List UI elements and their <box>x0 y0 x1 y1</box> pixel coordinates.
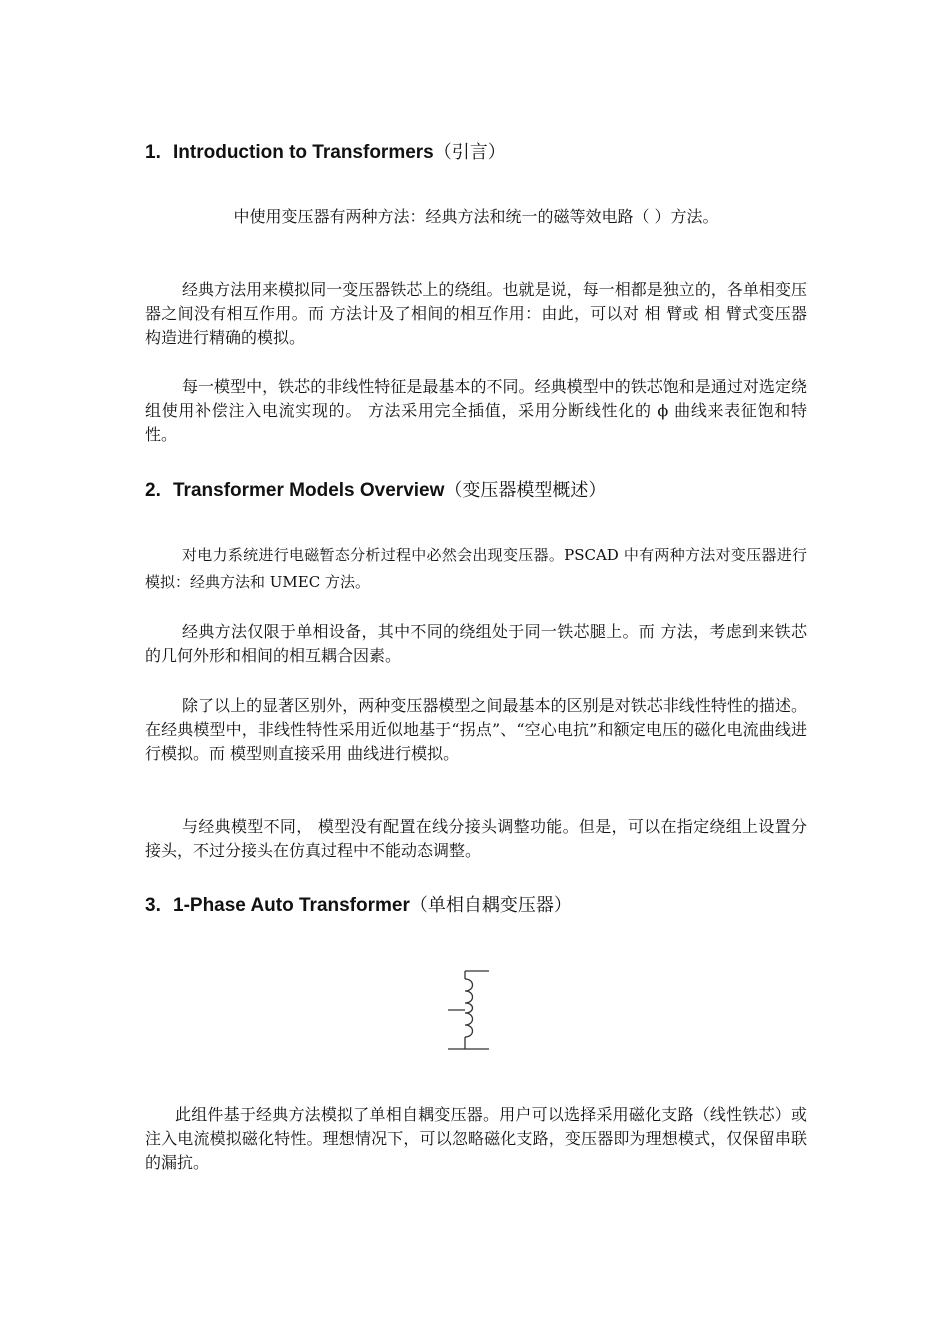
autotransformer-symbol-strokes <box>448 971 489 1049</box>
autotransformer-coil-icon <box>435 965 495 1057</box>
section-1-paragraph-3: 每一模型中，铁芯的非线性特征是最基本的不同。经典模型中的铁芯饱和是通过对选定绕组使用补偿注入电流实现的。 方法采用完全插值，采用分断线性化的 ϕ 曲线来表征饱和特性。 <box>145 377 807 444</box>
document-page <box>145 0 807 1344</box>
section-2-paragraph-2: 经典方法仅限于单相设备，其中不同的绕组处于同一铁芯腿上。而 方法，考虑到来铁芯的几何外形和相间的相互耦合因素。 <box>145 622 807 665</box>
section-3-paragraph-1: 此组件基于经典方法模拟了单相自耦变压器。用户可以选择采用磁化支路（线性铁芯）或注入电流模拟磁化特性。理想情况下，可以忽略磁化支路，变压器即为理想模式，仅保留串联的漏抗。 <box>145 1105 807 1172</box>
section-2-title-cn: （变压器模型概述） <box>444 480 607 501</box>
section-3-title-cn: （单相自耦变压器） <box>409 895 572 916</box>
section-2-paragraph-3: 除了以上的显著区别外，两种变压器模型之间最基本的区别是对铁芯非线性特性的描述。在经典模型中，非线性特性采用近似地基于“拐点”、“空心电抗”和额定电压的磁化电流曲线进行模拟。而 模型则直接采用 曲线进行模拟。 <box>145 696 807 763</box>
section-1-heading <box>145 140 807 166</box>
section-1-title: Introduction to Transformers <box>173 142 434 163</box>
section-1-number: 1. <box>145 142 161 163</box>
section-2-title: Transformer Models Overview <box>173 480 445 501</box>
section-2-paragraph-4: 与经典模型不同， 模型没有配置在线分接头调整功能。但是，可以在指定绕组上设置分接头，不过分接头在仿真过程中不能动态调整。 <box>145 817 807 860</box>
section-2-number: 2. <box>145 480 161 501</box>
section-2-heading <box>145 478 807 504</box>
section-3-title: 1-Phase Auto Transformer <box>173 895 410 916</box>
section-1-paragraph-1: 中使用变压器有两种方法：经典方法和统一的磁等效电路（ ）方法。 <box>233 207 719 226</box>
section-1-title-cn: （引言） <box>433 142 506 163</box>
section-3-heading <box>145 893 807 919</box>
section-3-number: 3. <box>145 895 161 916</box>
section-2-paragraph-1: 对电力系统进行电磁暂态分析过程中必然会出现变压器。PSCAD 中有两种方法对变压器进行模拟：经典方法和 UMEC 方法。 <box>145 546 807 591</box>
section-1-paragraph-2: 经典方法用来模拟同一变压器铁芯上的绕组。也就是说，每一相都是独立的，各单相变压器之间没有相互作用。而 方法计及了相间的相互作用：由此，可以对 相 臂或 相 臂式变压器构造进行精确的模拟。 <box>145 280 807 347</box>
